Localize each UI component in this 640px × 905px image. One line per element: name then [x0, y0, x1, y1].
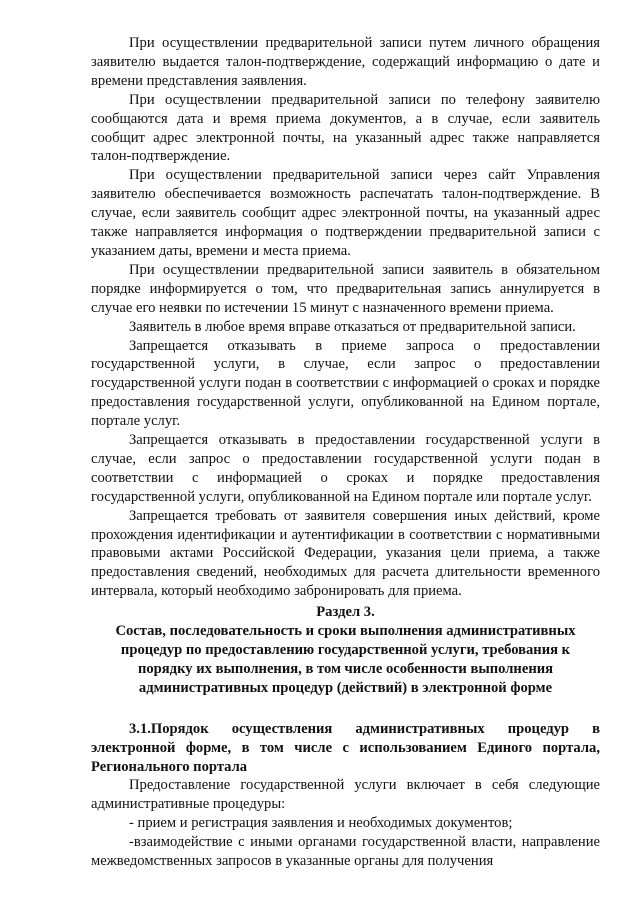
- paragraph: При осуществлении предварительной записи через сайт Управления заявителю обеспечивается возможность распечатать талон-подтверждение. В случае, если заявитель сообщит адрес электронной почты, на указанный адрес также направляется информация о подтверждении предварительной записи с указанием даты, времени и места приема.: [91, 167, 600, 259]
- paragraph: Заявитель в любое время вправе отказаться от предварительной записи.: [129, 318, 576, 335]
- subsection-title: 3.1.Порядок осуществления административных процедур в электронной форме, в том числе с использованием Единого портала, Регионального портала: [91, 720, 600, 775]
- list-item: - прием и регистрация заявления и необходимых документов;: [129, 815, 513, 832]
- paragraph: Запрещается отказывать в приеме запроса о предоставлении государственной услуги, в случае, если запрос о предоставлении государственной услуги подан в соответствии с информацией о сроках и порядке предоставления государственной услуги, опубликованной на Едином портале, портале услуг.: [91, 337, 600, 430]
- paragraph: Запрещается отказывать в предоставлении государственной услуги в случае, если запрос о предоставлении государственной услуги подан в соответствии с информацией о сроках и порядке предоставления государственной услуги, опубликованной на Едином портале или портале услуг.: [91, 432, 600, 505]
- paragraph: При осуществлении предварительной записи заявитель в обязательном порядке информируется о том, что предварительная запись аннулируется в случае его неявки по истечении 15 минут с назначенного времени приема.: [91, 261, 600, 316]
- paragraph: При осуществлении предварительной записи по телефону заявителю сообщаются дата и время приема документов, а в случае, если заявитель сообщит адрес электронной почты, на указанный адрес также направляется талон-подтверждение.: [91, 91, 600, 165]
- paragraph: При осуществлении предварительной записи путем личного обращения заявителю выдается талон-подтверждение, содержащий информацию о дате и времени представления заявления.: [91, 35, 600, 89]
- paragraph: Запрещается требовать от заявителя совершения иных действий, кроме прохождения идентификации и аутентификации в соответствии с нормативными правовыми актами Российской Федерации, указания цели приема, а также предоставления сведений, необходимых для расчета длительности временного интервала, который необходимо забронировать для приема.: [91, 507, 600, 600]
- section-title: Состав, последовательность и сроки выполнения административных процедур по предоставлению государственной услуги, требования к порядку их выполнения, в том числе особенности выполнения административных процедур (действий) в электронной форме: [115, 623, 576, 696]
- list-item: -взаимодействие с иными органами государственной власти, направление межведомственных запросов в указанные органы для получения: [91, 834, 600, 870]
- section-number: Раздел 3.: [316, 604, 375, 621]
- subsection-intro: Предоставление государственной услуги включает в себя следующие административные процедуры:: [91, 777, 600, 813]
